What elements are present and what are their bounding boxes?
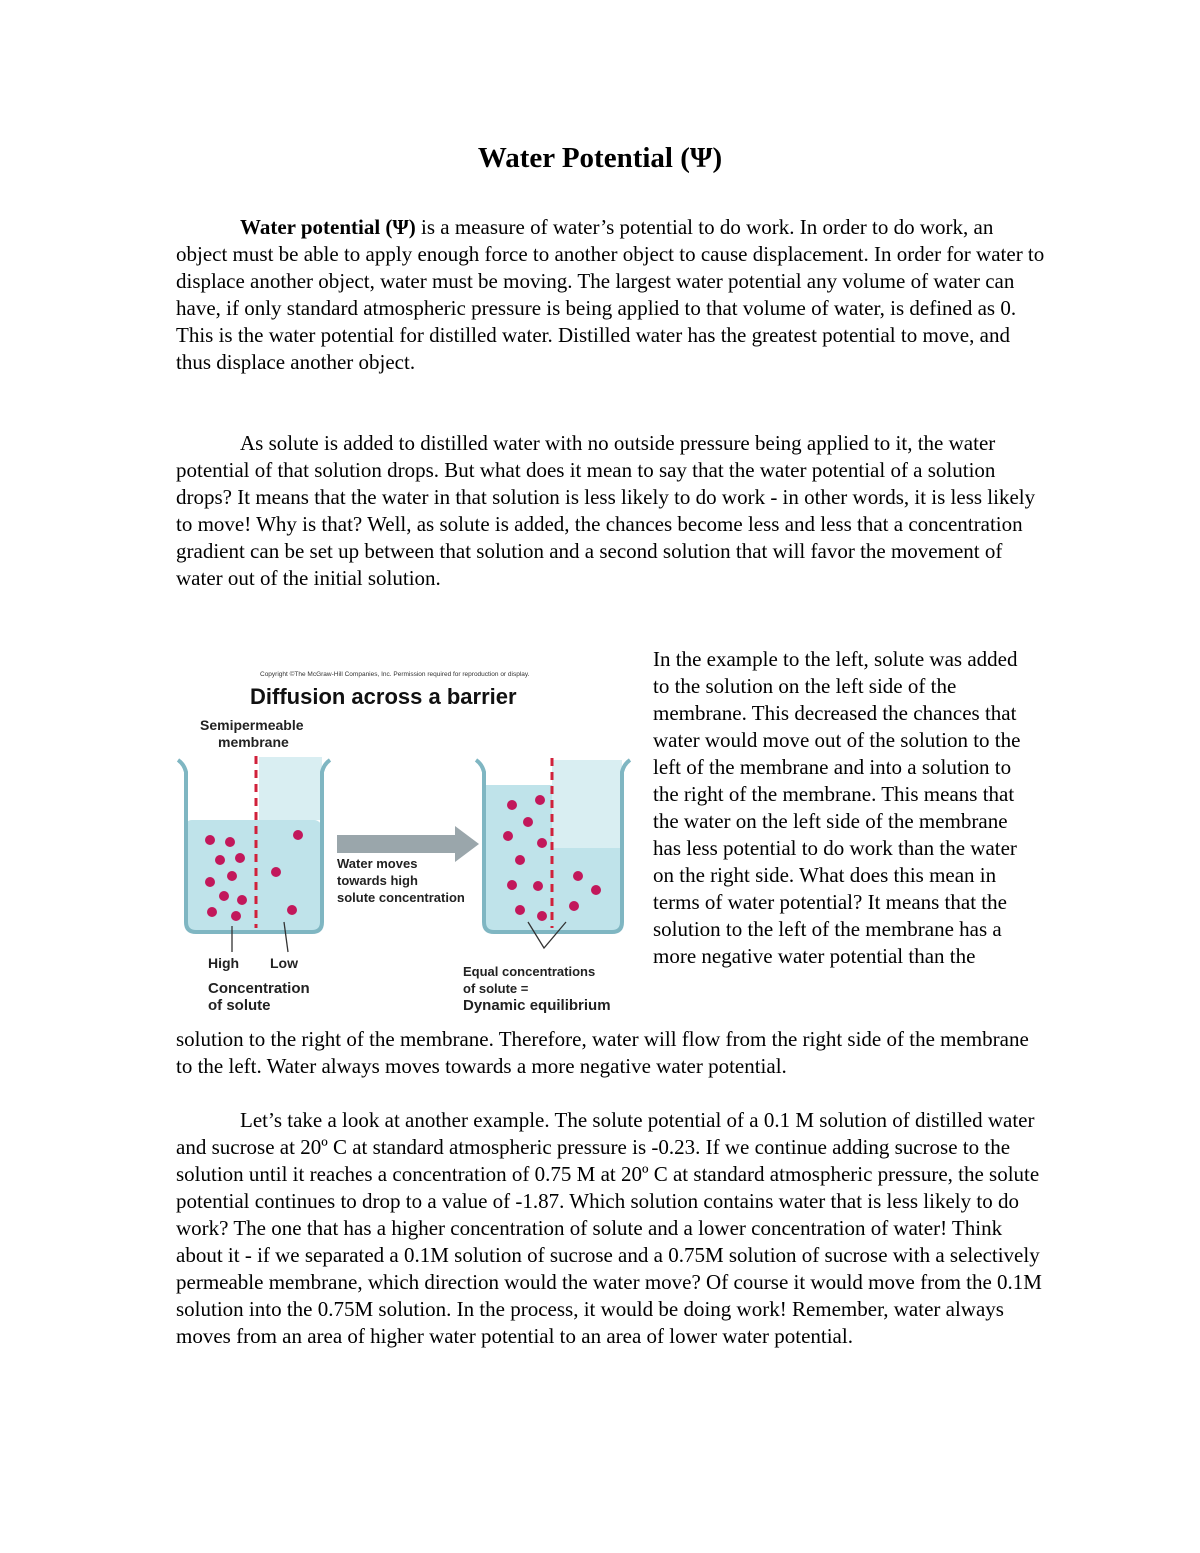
page-title: Water Potential (Ψ) (477, 142, 723, 174)
arrow-shaft (337, 835, 457, 853)
equal-label-1: Equal concentrations (463, 964, 596, 979)
solute-particle (507, 880, 517, 890)
equal-label-2: of solute = (463, 981, 529, 996)
solute-particle (287, 905, 297, 915)
arrow-label-2: towards high (337, 873, 418, 888)
solute-particle (573, 871, 583, 881)
paragraph-2 (176, 430, 1046, 592)
concentration-label-1: Concentration (208, 980, 310, 997)
arrow-label-1: Water moves (337, 856, 418, 871)
solute-particle (205, 877, 215, 887)
solute-particle (235, 853, 245, 863)
membrane-label-2: membrane (218, 734, 289, 750)
paragraph-3-side: In the example to the left, solute was added to the solution on the left side of the membrane. This decreased the chances that water would move out of the solution to the left of the membrane and into a solution to the right of the membrane. This means that the water on the left side of the membrane has less potential to do work than the water on the right side. What does this mean in terms of water potential? It means that the solution to the left of the membrane has a more negative water potential than the (653, 647, 1021, 968)
low-label: Low (270, 955, 298, 971)
right-beaker (476, 758, 630, 932)
arrow-head (455, 826, 479, 862)
solute-particle (219, 891, 229, 901)
term-water-potential: Water potential (Ψ) (240, 215, 416, 239)
arrow-label-3: solute concentration (337, 890, 465, 905)
left-beaker-right-column (259, 757, 322, 820)
concentration-label-2: of solute (208, 997, 271, 1014)
solute-particle (271, 867, 281, 877)
solute-particle (535, 795, 545, 805)
paragraph-4 (176, 1107, 1046, 1350)
solute-particle (507, 800, 517, 810)
solute-particle (207, 907, 217, 917)
solute-particle (225, 837, 235, 847)
solute-particle (537, 911, 547, 921)
right-beaker-right-column (552, 760, 622, 848)
solute-particle (503, 831, 513, 841)
paragraph-4-text: Let’s take a look at another example. The solute potential of a 0.1 M solution of distilled water and sucrose at 20º C at standard atmospheric pressure is -0.23. If we continue adding sucrose to the solution until it reaches a concentration of 0.75 M at 20º C at standard atmospheric pressure, the solute potential continues to drop to a value of -1.87. Which solution contains water that is less likely to do work? The one that has a higher concentration of solute and a lower concentration of water! Think about it - if we separated a 0.1M solution of sucrose and a 0.75M solution of sucrose with a selectively permeable membrane, which direction would the water move? Of course it would move from the 0.1M solution into the 0.75M solution. In the process, it would be doing work! Remember, water always moves from an area of higher water potential to an area of lower water potential. (176, 1108, 1042, 1348)
paragraph-3-continuation: solution to the right of the membrane. Therefore, water will flow from the right side of the membrane to the left. Water always moves towards a more negative water potential. (176, 1027, 1029, 1078)
solute-particle (533, 881, 543, 891)
figure-copyright: Copyright ©The McGraw-Hill Companies, Inc. Permission required for reproduction or display. (260, 671, 530, 678)
solute-particle (537, 838, 547, 848)
solute-particle (215, 855, 225, 865)
paragraph-1 (176, 214, 1046, 376)
solute-particle (591, 885, 601, 895)
solute-particle (237, 895, 247, 905)
solute-particle (231, 911, 241, 921)
high-label: High (208, 955, 240, 971)
diffusion-figure (172, 660, 642, 1020)
paragraph-1-text: is a measure of water’s potential to do work. In order to do work, an object must be able to apply enough force to another object to cause displacement. In order for water to displace another object, water must be moving. The largest water potential any volume of water can have, if only standard atmospheric pressure is being applied to that volume of water, is defined as 0. This is the water potential for distilled water. Distilled water has the greatest potential to move, and thus displace another object. (176, 215, 1045, 374)
membrane-label-1: Semipermeable (200, 717, 304, 733)
solute-particle (515, 855, 525, 865)
diffusion-diagram (172, 660, 642, 1020)
equal-label-3: Dynamic equilibrium (463, 997, 611, 1014)
solute-particle (569, 901, 579, 911)
left-beaker (178, 756, 330, 932)
solute-particle (515, 905, 525, 915)
figure-title: Diffusion across a barrier (250, 684, 517, 709)
right-beaker-right-solution (552, 848, 622, 930)
solute-particle (227, 871, 237, 881)
solute-particle (205, 835, 215, 845)
solute-particle (293, 830, 303, 840)
paragraph-2-text: As solute is added to distilled water with no outside pressure being applied to it, the water potential of that solution drops. But what does it mean to say that the water potential of a solution drops? It means that the water in that solution is less likely to do work - in other words, it is less likely to move! Why is that? Well, as solute is added, the chances become less and less that a concentration gradient can be set up between that solution and a second solution that will favor the movement of water out of the initial solution. (176, 431, 1036, 590)
solute-particle (523, 817, 533, 827)
